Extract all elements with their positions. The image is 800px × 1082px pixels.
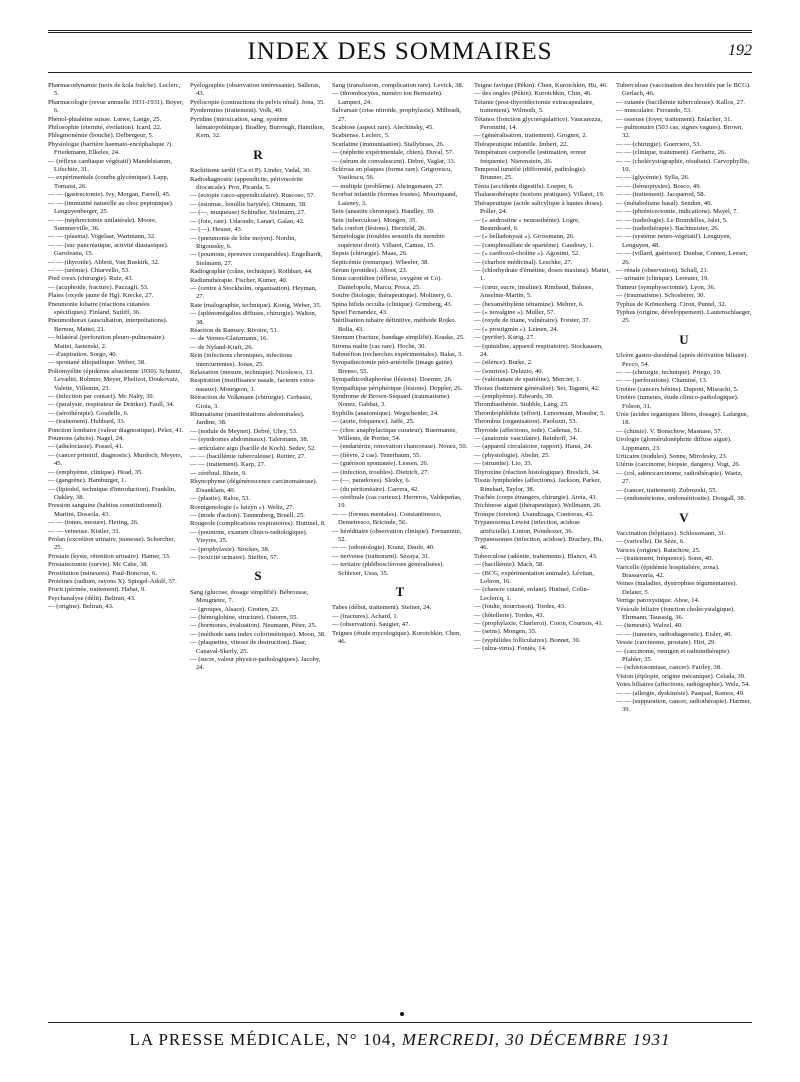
index-entry: — (bacillémie). Mach, 58. — [474, 561, 544, 569]
index-entry: — — (phrénicectomie, indications). Mayel, 7. — [616, 208, 739, 216]
index-entry: — (thrombocytes, numéro ion Bernstein). Lampert, 24. — [332, 90, 443, 106]
index-entry: Subméfion (recherches expérimentales). Balas, 3. — [332, 351, 463, 358]
index-entry: — (nodule de Meynet). Debré, Uhry, 53. — [190, 427, 298, 435]
index-entry: Sels confort (lésions). Herzfeld, 26. — [332, 224, 426, 232]
index-entry: — — (perforations). Chaminé, 13. — [616, 377, 708, 385]
index-entry: Roentgenologie (« luizyn »). Weltz, 27. — [190, 503, 295, 511]
index-entry: Poliomyélite (épidémie alsacienne 1930). Schuntz, Levaditi, Rohmer, Meyer, Phelizot, Doukovatz, Valette, Villemin, 23. — [48, 367, 183, 392]
index-entry: — — (formes mentales). Constantinesco, Demetresco, Bricinde, 56. — [332, 510, 442, 527]
index-entry: Sepsis (chirurgie). Maas, 26. — [332, 250, 408, 258]
index-entry: Tumeur (symphysectomie). Lyon, 36. — [616, 283, 716, 291]
index-entry: Radiumthérapie. Fischer, Kumer, 40. — [190, 276, 288, 284]
index-entry: Protéines (radium, rayons X). Spiegel-Adolf, 37. — [48, 577, 177, 585]
index-entry: — (camphosulfate de spartéine). Gaudouy, 1. — [474, 241, 594, 249]
page-title: INDEX DES SOMMAIRES — [247, 38, 553, 65]
column-5 — [616, 82, 752, 1012]
index-entry: Pneumothorax (auscultation, interprétations). Bernou, Mattei, 21. — [48, 317, 168, 333]
index-entry: — (mode d'action). Tannenberg, Bruell, 25. — [190, 511, 305, 519]
index-entry: Vessie (carcinome, prostate). Hirt, 29. — [616, 639, 716, 647]
index-entry: Radiodiagnostic (appendicite, périviscérite iliocæcale). Prot, Picarda, 5. — [190, 175, 303, 192]
index-entry: — (tumeurs). Walzel, 40. — [616, 622, 683, 630]
page-header — [48, 38, 752, 68]
index-entry: — (emphyème, clinique). Head, 35. — [48, 468, 143, 476]
index-entry: — (sérum de convalescent). Debré, Vaglar, 33. — [332, 157, 456, 165]
index-entry: — (infection, troubles). Dietrich, 27. — [332, 468, 430, 476]
index-entry: Syndrome de Brown-Séquard (traumatisme). Nonez, Gabbat, 3. — [332, 393, 451, 409]
index-entry: Stérilisation tubaire définitive, méthode Rojko. Bolia, 43. — [332, 317, 457, 333]
index-entry: Scarlatine (immunisation). Stallybrass, 26. — [332, 140, 445, 148]
index-entry: — héréditaire (observation clinique). Fernannini, 52. — [332, 527, 462, 543]
index-entry: Spoel Fernandez, 43. — [332, 308, 388, 316]
index-entry: Réaction de Ramsey. Rivoire, 51. — [190, 326, 279, 334]
index-entry: — — (traitement). Jacquerod, 58. — [616, 191, 706, 199]
index-entry: Thérapeutique infantile. Imbert, 22. — [474, 140, 569, 148]
footer-rule — [48, 1022, 752, 1023]
index-entry: — nerveuse (traitement). Sézaya, 31. — [332, 552, 430, 560]
index-entry: — (carcinome, rœntgen et radiumthérapie). Pfahler, 35. — [616, 647, 731, 663]
index-entry: — (« androstine » neurasthénie). Logre, Beaurdeard, 6. — [474, 216, 580, 232]
index-entry: Thyroïde (affections, iode). Cadenas, 51. — [474, 426, 582, 434]
index-entry: Voies biliaires (affections, radiographie). Welz, 54. — [616, 681, 751, 689]
index-entry: Syphilis (anatomique). Wegscheider, 24. — [332, 409, 439, 417]
index-entry: — (hormones, évaluation). Neumann, Péter, 25. — [190, 622, 317, 630]
index-entry: Trachée (corps étrangers, chirurgie). Areta, 43. — [474, 493, 598, 501]
index-entry: — — (hémoptysies). Bosco, 49. — [616, 182, 702, 190]
index-entry: Soufre (biologie, thérapeutique). Molinery, 6. — [332, 292, 453, 300]
index-entry: — (plaquettes, vitesse de destruction). Baar, Canaval-Skerly, 25. — [190, 639, 307, 655]
index-entry: — — (bacillémie tuberculeuse). Reitter, 27. — [190, 453, 306, 461]
index-entry: — (splénomégalies diffuses, chirurgie). Walton, 38. — [190, 310, 317, 326]
index-entry: — — (clinique, traitement). Gerhartz, 26. — [616, 149, 727, 157]
index-entry: Typhus de Krönenberg. Ciron, Puntel, 32. — [616, 300, 727, 308]
index-entry: Tétanie (post-thyroïdectomie extracapsulaire, traitement). Wilmoth, 5. — [474, 98, 594, 115]
index-entry: — — (radiologie). Le Bourdelles, Jalet, 5. — [616, 216, 728, 224]
index-entry: Pyélocopie (contractions du pelvis rénal). Jona, 35. — [190, 98, 325, 106]
index-entry: — (varicelle). De Sèze, 6. — [616, 538, 685, 546]
index-entry: Vision (éiplopie, origine mécanique). Celada, 39. — [616, 672, 746, 680]
index-entry: — (endartérite, rénovation chancreuse). Nonez, 50. — [332, 443, 468, 451]
index-entry: Psychanalyse (délit). Beltran, 43. — [48, 594, 136, 602]
index-entry: — (poumons, épreuves comparables). Engelhardt, Sielmann, 27. — [190, 251, 323, 267]
index-entry: — cérébrale (cas curieux). Herreros, Valdepeñas, 19. — [332, 493, 462, 510]
index-entry: — (hôtellerie). Tordes, 43. — [474, 611, 545, 619]
index-entry: — — (thyroïde). Abbott, Van Buskirk, 32. — [48, 258, 160, 266]
index-entry: Pyélographie (observation intéressante). Salleras, 43. — [190, 82, 321, 98]
index-entry: Séméiologie (troubles sensitifs du membre supérieur droit). Villaret, Camus, 15. — [332, 233, 445, 249]
index-entry: Pneumonie lobaire (réactions cutanées spécifiques). Finland, Sutliff, 36. — [48, 300, 150, 316]
index-entry: Physiologie (barrière haemato-encéphalique ?). Friedemann, Elkeles, 24. — [48, 140, 173, 157]
index-entry: — (syndromes abdominaux). Talermann, 38. — [190, 436, 309, 444]
index-entry: Pyridine (intoxication, sang, système hématopoïétique). Bradley, Burrough, Hamilton, Kern, 32. — [190, 115, 325, 140]
index-entry: Trichinose aiguë (thérapeutique). Wellmann, 26. — [474, 502, 602, 510]
index-entry: — (aorte, fréquence). Jaffé, 25. — [332, 418, 415, 426]
index-entry: Sympathique périphérique (lésions). Doppler, 26. — [332, 384, 463, 392]
index-entry: — (silence). Burke, 2. — [474, 359, 533, 367]
index-entry: Veines (maladies, dystrophies tégumentaires). Delater, 5. — [616, 580, 738, 596]
index-entry: Respiration (insuffisance nasale, facteurs extra-nasaux). Mourgeon, 1. — [190, 377, 316, 393]
index-entry: — (« belladonysat »). Grossmann, 26. — [474, 233, 575, 241]
index-entry: — (lipiodol, technique d'introduction). Franklin, Oakley, 38. — [48, 485, 176, 501]
index-entry: Vaccination (hôpitaux). Schlossmann, 31. — [616, 529, 726, 537]
index-entry: — (gangrène). Hamburger, 1. — [48, 477, 126, 485]
index-entry: — — (plasma). Vogelaar, Wartmann, 32. — [48, 233, 156, 241]
index-entry: Varicelle (épidémie hospitalière, zona). Brassavaria, 42. — [616, 563, 720, 579]
index-entry: — (sucre, valeur physico-pathologiques). Jacoby, 24. — [190, 656, 321, 672]
index-entry: Thérapeutique (acide salicylique à hautes doses). Poller, 24. — [474, 199, 604, 216]
index-entry: — (prophylaxie, Charleroi). Coton, Courtois, 41. — [474, 620, 604, 627]
index-entry: — (« novalgine »). Muller, 57. — [474, 308, 556, 316]
index-entry: Sympathectomie péri-artérielle (image gaine). Brenso, 55. — [332, 359, 454, 375]
index-entry: — des ongles (Pékin). Kurotchkin, Chin, 46. — [474, 90, 592, 98]
index-entry: Sein (tuberculose). Mongen, 35. — [332, 216, 417, 224]
index-entry: — (pneumonie de lobe moyen). Nordin, Rigoussky, 6. — [190, 234, 297, 250]
index-entry: — spontané idiopathique. Weber, 38. — [48, 359, 146, 367]
index-entry: — — (suc pancréatique, activité diastasique). Garofeanu, 15. — [48, 241, 169, 258]
index-entry: Tétanos (fonction glycorégulatrice). Vaucarezza, Peronnini, 14. — [474, 115, 603, 132]
index-entry: — (anatomie vasculaire). Reinhoff, 34. — [474, 435, 578, 443]
index-entry: — (emphyème). Edwards, 39. — [474, 393, 554, 401]
index-entry: Relaxation (mesure, technique). Nicolesco, 13. — [190, 369, 314, 376]
index-entry: — (foie, rate). Udaondo, Lanari, Galan, 42. — [190, 217, 305, 225]
index-entry: — (traitement). Hubbard, 33. — [48, 418, 126, 426]
index-entry: — multiple (problème). Ahringsmann, 27. — [332, 182, 444, 190]
index-entry: — — (traitement). Karp, 27. — [190, 461, 266, 469]
index-entry: Prostate (kyste, rétention urinaire). Hamer, 33. — [48, 552, 171, 560]
index-entry: — (atheloctasie). Possel, 41. — [48, 443, 124, 451]
index-entry: — (syphilides folliculaires). Bonnet, 30. — [474, 636, 581, 644]
index-entry: — — (allergie, dyskinésie). Pasqual, Ramos, 49. — [616, 689, 745, 697]
index-entry: — (néphrite expérimentale, chien). Duval, 57. — [332, 149, 454, 157]
index-entry: Sang (transfusion, complication rare). Levick, 38. — [332, 82, 464, 89]
index-entry: — (chimie). V. Bonschow, Masnase, 57. — [616, 427, 723, 435]
index-entry: Prurit (périnée, traitement). Habat, 9. — [48, 586, 146, 594]
index-entry: Trypanosomes (infection, acidose). Brachey, Hu, 46. — [474, 535, 603, 552]
index-entry: Teignes (étude mycologique). Kurotchkin, Chen, 46. — [332, 629, 461, 645]
index-entry: — — (suppuration, cancer, radiothérapie). Harmer, 39. — [616, 698, 752, 714]
index-entry: Urée (acides organiques libres, dosage). Lafargue, 18. — [616, 411, 749, 427]
index-entry: — bilatéral (perforation pleuro-pulmonaire). Mattei, Jasienski, 2. — [48, 334, 166, 350]
index-entry: — (observation). Saugier, 47. — [332, 621, 411, 629]
index-entry: Rhynophyme (dégénérescence carcinomateuse). Eisanklam, 40. — [190, 478, 318, 494]
index-entry: Rougeole (complications respiratoires). Huttinel, 8. — [190, 520, 326, 528]
index-entry: — — veineuse. Kistler, 33. — [48, 527, 121, 535]
index-entry: Rétraction de Volkmann (chirurgie). Cerbasio, Gioia, 3. — [190, 394, 312, 410]
index-entry: — (traumatisme). Schosberer, 30. — [616, 292, 706, 300]
index-entry: Trompe (torsion). Usandizaga, Contreras, 43. — [474, 510, 594, 518]
index-entry: — (paralysie, respirateur de Drinker). Faull, 34. — [48, 401, 175, 409]
index-entry: — — (chirurgie). Guerriero, 53. — [616, 140, 702, 148]
index-entry: Uretère (tumeurs, étude clinico-pathologique). Folson, 31. — [616, 394, 739, 410]
index-entry: — (col, adénocarcinome, radiothérapie). Waetz, 27. — [616, 469, 743, 486]
index-entry: — (hexaméthylène tétramine). Mehrer, 6. — [474, 300, 584, 308]
index-entry: Phénol-phtaléine suisse. Lœwe, Lange, 25. — [48, 115, 162, 123]
index-entry: Philosophie (éternité, évolution). Icard, 22. — [48, 124, 162, 132]
index-entry: Prostatectomie (survie). Mc Cabe, 38. — [48, 561, 149, 569]
index-entry: — — (urémie). Chiarvello, 53. — [48, 266, 130, 274]
index-entry: — d'aspiration. Sorgo, 40. — [48, 351, 118, 358]
index-entry: — (réflexe cardiaque végétatif) Mandelstamm, Lifschitz, 31. — [48, 157, 172, 174]
index-entry: — (—). Heuser, 43. — [190, 226, 243, 234]
index-entry: — (sourires). Deluzio, 40. — [474, 367, 544, 375]
index-entry: — (—, muqueuse) Schindler, Sielmann, 27. — [190, 209, 306, 217]
index-entry: Pharmacologie (revue annuelle 1931-1931). Boyer, 6. — [48, 98, 184, 115]
column-1 — [48, 82, 184, 1012]
index-entry: — (« prostigmin »). Leinen, 24. — [474, 325, 559, 333]
index-entry: — (origine). Beltran, 43. — [48, 603, 114, 611]
index-entry: Urologie (glomérulonéphrite diffuse aiguë). Lippmann, 23. — [616, 436, 732, 452]
index-entry: — — (cholécystographie, résultats). Carvophyllis, 10. — [616, 157, 750, 174]
column-4 — [474, 82, 610, 1012]
index-entry: — — (immunité naturelle au choc peptonique). Lenguyenberger, 25. — [48, 199, 174, 216]
index-entry: — (centre à Stockholm, organisation). Heyman, 27. — [190, 284, 317, 301]
index-entry: — (sérothérapie). Goudelle, 6. — [48, 409, 129, 417]
index-entry: Plaies (oxyde jaune de Hg). Krecke, 27. — [48, 292, 154, 300]
index-entry: — de Nyland-Kraft, 26. — [190, 343, 254, 351]
header-rule — [48, 72, 752, 73]
index-entry: — rénale (observation). Schall, 21. — [616, 266, 709, 274]
index-entry: Urticaire (nodules). Sonne, Mirolesky, 23. — [616, 453, 728, 461]
index-entry: — (méthode sans index colorimétrique). Moon, 38. — [190, 630, 326, 638]
index-entry: — (acuphoide, fracture). Pazzagli, 53. — [48, 283, 149, 291]
index-entry: — (chlorhydrate d'émétine, doses maxima). Mattei, 1. — [474, 266, 610, 283]
index-entry: — — (radiothérapie). Bachmeister, 26. — [616, 224, 720, 232]
index-columns — [48, 82, 752, 1012]
index-entry: Radiographie (crâne, technique). Rothbart, 44. — [190, 268, 313, 276]
index-entry: — (poumons, examen clinico-radiologique). Vieyres, 25. — [190, 528, 308, 545]
index-entry: Thorax (battement généralisé). Sei, Tagami, 42. — [474, 384, 600, 392]
footer-journal: LA PRESSE MÉDICALE, N° 104, — [129, 1030, 397, 1049]
index-entry: — (cœur, sucre, insuline). Rimbaud, Balmes, Anselme-Martin, 5. — [474, 283, 594, 300]
index-entry: Scabiose (aspect rare). Alechinsky, 45. — [332, 124, 434, 132]
page-footer — [48, 1030, 752, 1054]
index-entry: Tuberculose (vaccination des bovidés par le BCG). Gerlach, 46. — [616, 82, 751, 98]
index-entry: Rate (malographie, technique). Konig, Weber, 35. — [190, 301, 322, 309]
index-entry: — (quinidine, appareil respiratoire). Stockausen, 24. — [474, 342, 603, 358]
index-entry: — articulaire aigu (bacille de Koch). Sedev, 52. — [190, 444, 316, 452]
index-entry: Ténia (accidents digestifs). Loeper, 6. — [474, 182, 574, 190]
index-entry: — (BCG, expérimentation animale). Lévitan, Lobron, 16. — [474, 569, 594, 585]
index-entry: — pulmonaire (503 cas, signes vagues). Brown, 32. — [616, 124, 743, 140]
index-entry: Pharmacodynamie (noix de kola fraîche). Leclerc, 5. — [48, 82, 181, 98]
index-entry: — — (système neuro-végétatif). Lenguyen, Lenguyen, 48. — [616, 233, 732, 249]
index-entry: Sternum (fracture, bandage simplifié). Kraske, 25. — [332, 334, 465, 342]
index-entry: — (appareil circulatoire, rapport). Hansi, 24. — [474, 443, 593, 451]
index-entry: — osseuse (foyer, traitement). Enlacher, 31. — [616, 115, 733, 123]
index-entry: — — (chirurgie, technique). Priego, 19. — [616, 369, 722, 376]
index-entry: — expérimentale (courbe glycémique). Lapp, Tornaisi, 26. — [48, 174, 169, 190]
index-entry: Septicémie (remarque). Wheeler, 38. — [332, 258, 430, 266]
index-entry: — — (tonus, mesure). Hering, 26. — [48, 519, 139, 527]
index-entry: Ponction lombaire (valeur diagnostique). Pelez, 41. — [48, 426, 184, 434]
index-entry: Vésicule biliaire (fonction cholécystalgique). Ehrmann, Tausssig, 36. — [616, 605, 736, 621]
index-entry: — (fièvre, 2 cas). Tenerhaum, 55. — [332, 451, 421, 459]
index-entry: — (choc anaphylactique curateur). Buermanns, Willems, de Portier, 54. — [332, 426, 457, 443]
index-entry: Sérum (protides). Aboot, 23. — [332, 266, 408, 274]
index-entry: — (charbon médicinal). Leschke, 27. — [474, 258, 573, 266]
top-rule — [48, 30, 752, 33]
index-entry: — — (néphrectomie unilatérale). Moore, Summerville, 36. — [48, 216, 157, 232]
index-entry: — (« cardiozol-choline »). Agostini, 52. — [474, 250, 580, 258]
index-entry: Température corporelle (estimation, erreur fréquente). Nierenstein, 26. — [474, 149, 586, 165]
index-entry: — (métabolisme basal). Sendon, 40. — [616, 199, 713, 207]
index-entry: Trypanosoma Lewisi (infection, acidose artificielle). Linton, Poindexter, 36. — [474, 519, 580, 535]
index-entry: Poumons (abcès). Nagel, 24. — [48, 435, 124, 443]
index-entry: Sang (glucose, dosage simplifié). Bébrousse, Mougneire, 7. — [190, 588, 309, 605]
section-letter: U — [679, 331, 689, 347]
column-3 — [332, 82, 468, 1012]
index-entry: — (plastie). Raloe, 53. — [190, 495, 251, 503]
index-entry: — (groupes, Alsace). Grotten, 23. — [190, 605, 280, 613]
center-dot — [400, 1012, 404, 1016]
section-letter: T — [395, 583, 405, 599]
index-entry: — (toxicité urinaire). Steffen, 57. — [190, 553, 279, 561]
index-entry: Pression sanguine (habitus constitutionnel). Martini, Dossola, 43. — [48, 502, 164, 518]
index-entry: — urinaire (clinique). Lereuter, 19. — [616, 275, 709, 283]
index-entry: Ulcère gastro-duodénal (après dérivation biliaire). Pecco, 54. — [616, 352, 749, 368]
index-entry: — (foulte, nourrisson). Tordes, 43. — [474, 603, 566, 611]
index-entry: Tissus lymphoïdes (affections). Jackson, Parker, Rinehart, Taylor, 38. — [474, 477, 602, 493]
index-entry: — (fractures). Achard, 1. — [332, 612, 399, 620]
index-entry: — (oxyde de titane, vulnéraire). Forster, 37. — [474, 317, 591, 325]
index-entry: Sympathicodiaphorèse (lésions). Doerner, 26. — [332, 376, 453, 384]
index-entry: — (—, paradoxes). Slezky, 6. — [332, 477, 411, 485]
index-entry: — (ultra-virus). Fontès, 14. — [474, 645, 547, 653]
index-entry: — de Vernes-Glanzmann, 16. — [190, 335, 269, 343]
index-entry: Thrombasthénie. Stubble, Lang, 25. — [474, 401, 569, 409]
index-entry: Thalassothérapie (notions pratiques). Villaret, 19. — [474, 191, 605, 199]
index-entry: — (estomac, bouillie barytée). Ottmann, 38. — [190, 200, 307, 208]
index-entry: — (chancre cutané, enfant). Hutinel, Colin-Leclercq, 1. — [474, 586, 589, 602]
index-entry: — cérébral. Rhein, 9. — [190, 469, 247, 477]
index-entry: Uretère (cancers bénins). Dupont, Misrachi, 5. — [616, 385, 739, 393]
section-letter: S — [254, 568, 262, 584]
index-entry: Stroma malin (cas rare). Hoche, 30. — [332, 342, 427, 350]
index-entry: — (généralisation, traitement). Grognot, 2. — [474, 132, 588, 140]
index-entry: — — (tumeurs, radiodiagnostic). Eisler, 40. — [616, 630, 733, 638]
index-entry: Sclérose en plaques (forme rare). Grigorescu, Vasilescu, 56. — [332, 166, 452, 182]
index-entry: — (hémoglobine, structure). Osterrn, 55. — [190, 613, 299, 621]
index-entry: Rein (infections chroniques, infections intercurrentes). Jonas, 25. — [190, 352, 293, 368]
index-entry: Sinus carotidien (réflexe, oxygène et Co). Danielopolu, Marcu, Proca, 25. — [332, 275, 443, 291]
index-entry: Sein (anastite chronique). Handley, 39. — [332, 208, 435, 216]
index-entry: — tertiaire (phléboscléroses généralisées). Schlexer, Ussa, 35. — [332, 561, 445, 577]
index-entry: — (valérianate de spartéine). Mercier, 1. — [474, 376, 582, 384]
section-letter: V — [679, 509, 689, 525]
index-entry: — — (gastrectomie). Ivy, Morgan, Farrell, 45. — [48, 191, 171, 199]
footer-date: MERCREDI, 30 DÉCEMBRE 1931 — [401, 1030, 671, 1049]
index-entry: — (du péritonéaire). Carrera, 42. — [332, 485, 419, 493]
index-entry: — (pyrifer). Kurig, 27. — [474, 334, 535, 342]
index-entry: Prostitution (mineures). Paul-Boncour, 6. — [48, 569, 157, 577]
index-entry: — — (villard, guérison). Dunbar, Conten, Leeser, 26. — [616, 250, 748, 266]
index-entry: — (strumite). Lio, 33. — [474, 460, 533, 468]
index-entry: — (infection par contact). Mc Nalty, 39. — [48, 393, 155, 401]
index-entry: Tuberculose (adénite, traitements). Blanco, 43. — [474, 552, 598, 560]
index-entry: — — (odontologie). Kranz, Daufe, 40. — [332, 544, 435, 552]
index-entry: — — (glycémie). Sylla, 26. — [616, 174, 690, 182]
index-entry: — (seins). Mongen, 35. — [474, 628, 537, 636]
index-entry: Vertige paroxystique. Aboe, 14. — [616, 597, 700, 605]
section-letter: R — [253, 146, 263, 162]
index-entry: — (prophylaxie). Stockes, 38. — [190, 545, 270, 553]
index-entry: Pyodermites (traitement). Volk, 40. — [190, 107, 283, 115]
index-entry: — (traitement, fréquence). Sonn, 40. — [616, 555, 714, 563]
index-entry: Prolan (excrétion urinaire, jeunesse). Schorcher, 25. — [48, 535, 175, 552]
index-entry: Scorbut infantile (formes frustes). Mouriquand, Laisney, 3. — [332, 191, 458, 207]
index-entry: Tabes (début, traitement). Steiner, 24. — [332, 604, 432, 612]
index-entry: Rachitisme tardif (Ca et P). Linder, Vadal, 30. — [190, 167, 312, 175]
page-number: 192 — [728, 42, 752, 59]
index-entry: Teigne favique (Pékin). Chen, Kurotchkin, Hu, 46. — [474, 82, 608, 89]
index-entry: Thyroxine (réaction histologique). Breslich, 34. — [474, 468, 600, 476]
index-entry: Varices (origine). Ratschow, 25. — [616, 546, 701, 554]
index-entry: — (ectopie cæco-appendiculaire). Ruscoso, 57. — [190, 192, 316, 200]
index-entry: Thrombus (organisation). Paoluzzi, 53. — [474, 418, 578, 426]
index-entry: Rhumatisme (manifestations abdominales). Jardine, 38. — [190, 411, 305, 427]
index-entry: — (cancer primitif, diagnostic). Murdoch, Meyers, 45. — [48, 451, 183, 468]
index-entry: Scabiense. Leclerc, 5. — [332, 132, 390, 140]
index-entry: Spina bifida occulta (clinique). Grimberg, 43. — [332, 300, 453, 308]
index-entry: — cutanée (bacillémie tuberculeuse). Kallos, 27. — [616, 98, 745, 106]
column-2 — [190, 82, 326, 1012]
index-entry: — (cancer, traitement). Zubrozski, 55. — [616, 486, 718, 494]
index-entry: — (schistosomiase, cancer). Fairley, 38. — [616, 664, 722, 672]
index-entry: — musculaire. Ferrando, 53. — [616, 107, 692, 115]
index-entry: Phlegmonémie (bouche). Delbergeur, 5. — [48, 132, 154, 140]
index-entry: Thrombophlébite (effort). Lenormant, Mondor, 5. — [474, 409, 606, 417]
index-entry: Typhus (origine, développement). Lautenschlaeger, 25. — [616, 308, 752, 325]
index-entry: — (physiologie). Abelin, 25. — [474, 451, 550, 459]
index-entry: Pied creux (chirurgie). Ruiz, 43. — [48, 275, 134, 283]
index-entry: Utérus (carcinome, biopsie, dangers). Vogt, 26. — [616, 461, 741, 469]
index-entry: Salvarsan (crise nitroïde, prophylaxie). Milbradt, 27. — [332, 107, 462, 123]
index-entry: Temporal tuméfié (difformité, pathologie). Brunner, 25. — [474, 166, 587, 182]
index-entry: — (guérison spontanée). Lessen, 26. — [332, 460, 429, 468]
index-entry: — (endométriome, endométriosite). Dougall, 38. — [616, 495, 746, 503]
